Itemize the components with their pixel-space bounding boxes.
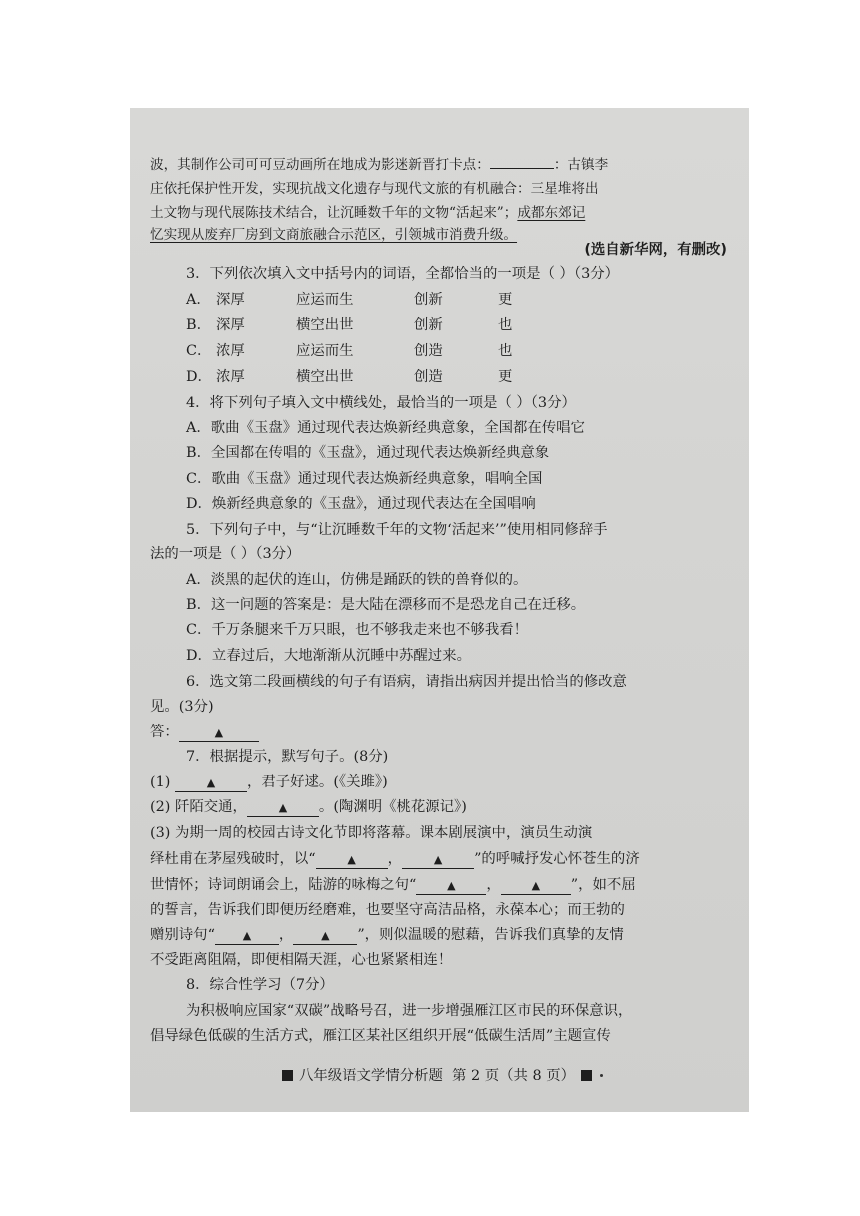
source-note: (选自新华网，有删改) xyxy=(584,242,727,258)
q4-option-b: B．全国都在传唱的《玉盘》，通过现代表达焕新经典意象 xyxy=(186,445,550,461)
answer-blank: ▲ xyxy=(179,724,259,742)
q7-part-3-line-4: 的誓言，告诉我们即便历经磨难，也要坚守高洁品格，永葆本心；而王勃的 xyxy=(150,902,625,918)
q5-option-a: A．淡黑的起伏的连山，仿佛是踊跃的铁的兽脊似的。 xyxy=(186,572,528,588)
dictation-blank: ▲ xyxy=(175,774,247,792)
q6-stem-cont: 见。(3分) xyxy=(150,699,214,715)
q6-stem: 6．选文第二段画横线的句子有语病，请指出病因并提出恰当的修改意 xyxy=(186,674,627,690)
q7-part-3-line-2: 绎杜甫在茅屋残破时，以“ ▲ ， ▲ ”的呼喊抒发心怀苍生的济 xyxy=(150,851,640,867)
scanned-page xyxy=(130,108,749,1112)
intro-line-2: 庄依托保护性开发，实现抗战文化遗存与现代文旅的有机融合：三星堆将出 xyxy=(150,181,599,197)
q8-stem: 8．综合性学习（7分） xyxy=(186,977,334,993)
dictation-blank: ▲ xyxy=(247,799,319,817)
q5-option-c: C．千万条腿来千万只眼，也不够我走来也不够我看！ xyxy=(186,622,528,638)
dictation-blank: ▲ xyxy=(316,851,388,869)
dictation-blank: ▲ xyxy=(293,927,357,945)
q4-option-a: A．歌曲《玉盘》通过现代表达焕新经典意象，全国都在传唱它 xyxy=(186,420,585,436)
dictation-blank: ▲ xyxy=(215,927,279,945)
q7-part-3-line-3: 世情怀；诗词朗诵会上，陆游的咏梅之句“ ▲ ， ▲ ”，如不屈 xyxy=(150,877,636,893)
q4-option-c: C．歌曲《玉盘》通过现代表达焕新经典意象，唱响全国 xyxy=(186,471,543,487)
q3-option-d: D． 浓厚 横空出世 创造 更 xyxy=(186,369,513,385)
q3-option-c: C． 浓厚 应运而生 创造 也 xyxy=(186,343,513,359)
q5-stem-cont: 法的一项是（ ）（3分） xyxy=(150,546,301,562)
q3-option-b: B． 深厚 横空出世 创新 也 xyxy=(186,317,513,333)
dot-mark xyxy=(600,1074,603,1077)
q8-line-1: 为积极响应国家“双碳”战略号召，进一步增强雁江区市民的环保意识， xyxy=(186,1003,633,1019)
square-bullet-icon xyxy=(282,1070,293,1081)
page-footer: 八年级语文学情分析题 第 2 页（共 8 页） xyxy=(130,1064,749,1085)
q5-option-b: B．这一问题的答案是：是大陆在漂移而不是恐龙自己在迁移。 xyxy=(186,597,586,613)
dictation-blank: ▲ xyxy=(402,851,474,869)
square-bullet-icon xyxy=(581,1070,592,1081)
q7-part-1: (1) ▲ ，君子好逑。(《关雎》) xyxy=(150,774,388,790)
q5-option-d: D．立春过后，大地渐渐从沉睡中苏醒过来。 xyxy=(186,648,471,664)
dictation-blank: ▲ xyxy=(501,877,571,895)
q5-stem: 5．下列句子中，与“让沉睡数千年的文物‘活起来’”使用相同修辞手 xyxy=(186,522,608,538)
intro-line-1: 波，其制作公司可可豆动画所在地成为影迷新晋打卡点： ：古镇李 xyxy=(150,157,609,173)
q7-part-3-line-6: 不受距离阻隔，即便相隔天涯，心也紧紧相连！ xyxy=(150,952,453,968)
q7-part-2: (2) 阡陌交通， ▲ 。(陶渊明《桃花源记》) xyxy=(150,799,467,815)
q7-part-3-line-5: 赠别诗句“ ▲ ， ▲ ”，则似温暖的慰藉，告诉我们真挚的友情 xyxy=(150,927,624,943)
q6-answer: 答： ▲ xyxy=(150,723,729,742)
q8-line-2: 倡导绿色低碳的生活方式，雁江区某社区组织开展“低碳生活周”主题宣传 xyxy=(150,1028,611,1044)
q4-stem: 4．将下列句子填入文中横线处，最恰当的一项是（ ）（3分） xyxy=(186,395,576,411)
blank-line xyxy=(490,168,554,169)
q7-part-3-line-1: (3) 为期一周的校园古诗文化节即将落幕。课本剧展演中，演员生动演 xyxy=(150,825,593,841)
intro-line-3: 土文物与现代展陈技术结合，让沉睡数千年的文物“活起来”；成都东郊记 xyxy=(150,205,586,221)
q3-stem: 3．下列依次填入文中括号内的词语，全都恰当的一项是（ ）（3分） xyxy=(186,266,620,282)
q4-option-d: D．焕新经典意象的《玉盘》，通过现代表达在全国唱响 xyxy=(186,496,536,512)
intro-line-4: 忆实现从废弃厂房到文商旅融合示范区，引领城市消费升级。 xyxy=(150,227,518,243)
q3-option-a: A． 深厚 应运而生 创新 更 xyxy=(186,292,513,308)
dictation-blank: ▲ xyxy=(416,877,486,895)
q7-stem: 7．根据提示，默写句子。(8分) xyxy=(186,749,389,765)
